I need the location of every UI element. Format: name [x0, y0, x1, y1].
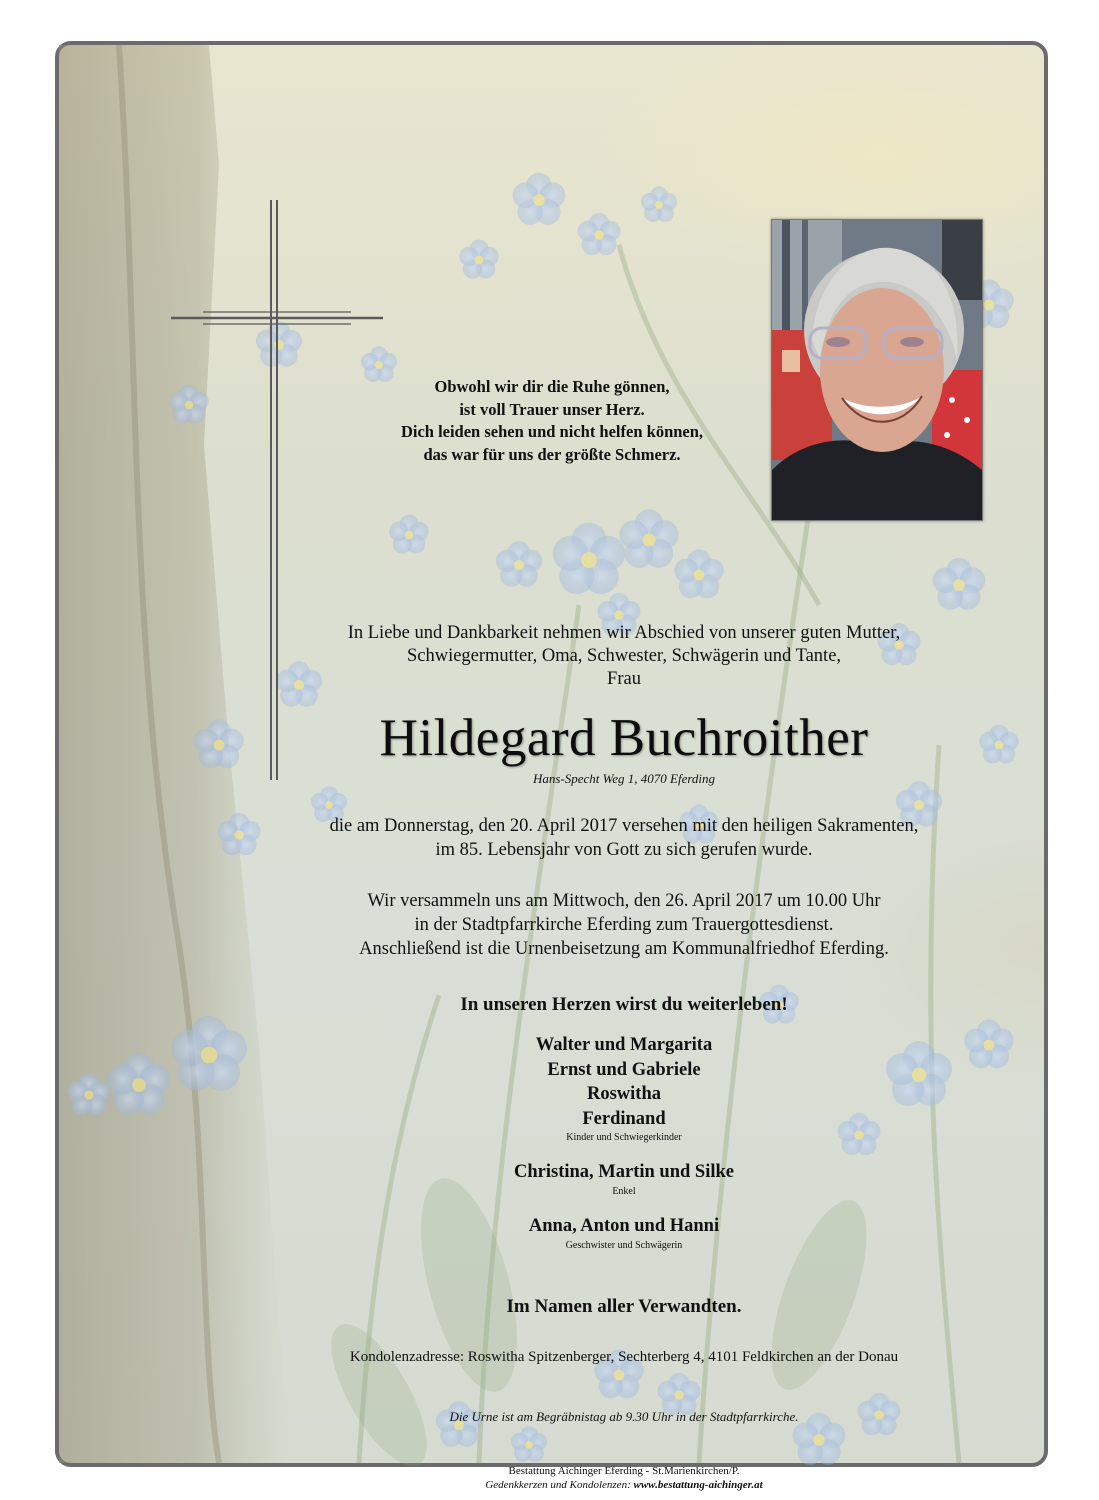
family-member: Ferdinand: [582, 1108, 666, 1129]
urn-note: Die Urne ist am Begräbnistag ab 9.30 Uhr in der Stadtpfarrkirche.: [449, 1409, 799, 1424]
poem-line: Obwohl wir dir die Ruhe gönnen,: [434, 377, 670, 396]
family-member: Roswitha: [586, 1084, 661, 1104]
intro-line: In Liebe und Dankbarkeit nehmen wir Abschied von unserer guten Mutter,: [347, 623, 901, 643]
poem-verse: [327, 376, 777, 466]
family-member: Ernst und Gabriele: [547, 1059, 701, 1080]
condolence-address: Kondolenzadresse: Roswitha Spitzenberger, Sechterberg 4, 4101 Feldkirchen an der Donau: [349, 1349, 899, 1365]
intro-line: Schwiegermutter, Oma, Schwester, Schwägerin und Tante,: [406, 646, 842, 666]
motto: In unseren Herzen wirst du weiterleben!: [460, 994, 788, 1015]
relation-label: Enkel: [612, 1185, 636, 1197]
family-siblings: [179, 1214, 1069, 1252]
website-link[interactable]: www.bestattung-aichinger.at: [633, 1479, 763, 1491]
footer-line: [179, 1478, 1069, 1492]
service-line: Wir versammeln uns am Mittwoch, den 26. April 2017 um 10.00 Uhr: [367, 891, 881, 911]
intro-text: [179, 622, 1069, 691]
funeral-home: Bestattung Aichinger Eferding - St.Marienkirchen/P.: [508, 1465, 740, 1477]
candles-label: Gedenkkerzen und Kondolenzen:: [485, 1479, 631, 1491]
service-line: in der Stadtpfarrkirche Eferding zum Trauergottesdienst.: [414, 915, 834, 935]
family-grandchildren: [179, 1160, 1069, 1198]
poem-line: das war für uns der größte Schmerz.: [423, 444, 681, 464]
closing-line: Im Namen aller Verwandten.: [506, 1296, 742, 1317]
obituary-card: [55, 41, 1048, 1491]
footer: [179, 1464, 1069, 1492]
poem-line: Dich leiden sehen und nicht helfen können,: [400, 422, 704, 441]
intro-line: Frau: [607, 669, 641, 689]
family-member: Anna, Anton und Hanni: [528, 1216, 720, 1236]
deceased-name: Hildegard Buchroither: [379, 709, 869, 767]
death-notice: [179, 814, 1069, 862]
cross-icon: [171, 200, 383, 780]
death-line: die am Donnerstag, den 20. April 2017 versehen mit den heiligen Sakramenten,: [329, 816, 919, 836]
family-member: Walter und Margarita: [535, 1035, 713, 1055]
service-info: [179, 889, 1069, 961]
family-children: [179, 1033, 1069, 1144]
relation-label: Kinder und Schwiegerkinder: [566, 1132, 682, 1143]
death-line: im 85. Lebensjahr von Gott zu sich gerufen wurde.: [435, 840, 813, 860]
deceased-address: Hans-Specht Weg 1, 4070 Eferding: [532, 771, 716, 786]
service-line: Anschließend ist die Urnenbeisetzung am Kommunalfriedhof Eferding.: [359, 939, 889, 959]
poem-line: ist voll Trauer unser Herz.: [459, 399, 645, 419]
family-member: Christina, Martin und Silke: [514, 1162, 734, 1182]
relation-label: Geschwister und Schwägerin: [565, 1239, 683, 1251]
portrait-photo: [771, 219, 983, 521]
